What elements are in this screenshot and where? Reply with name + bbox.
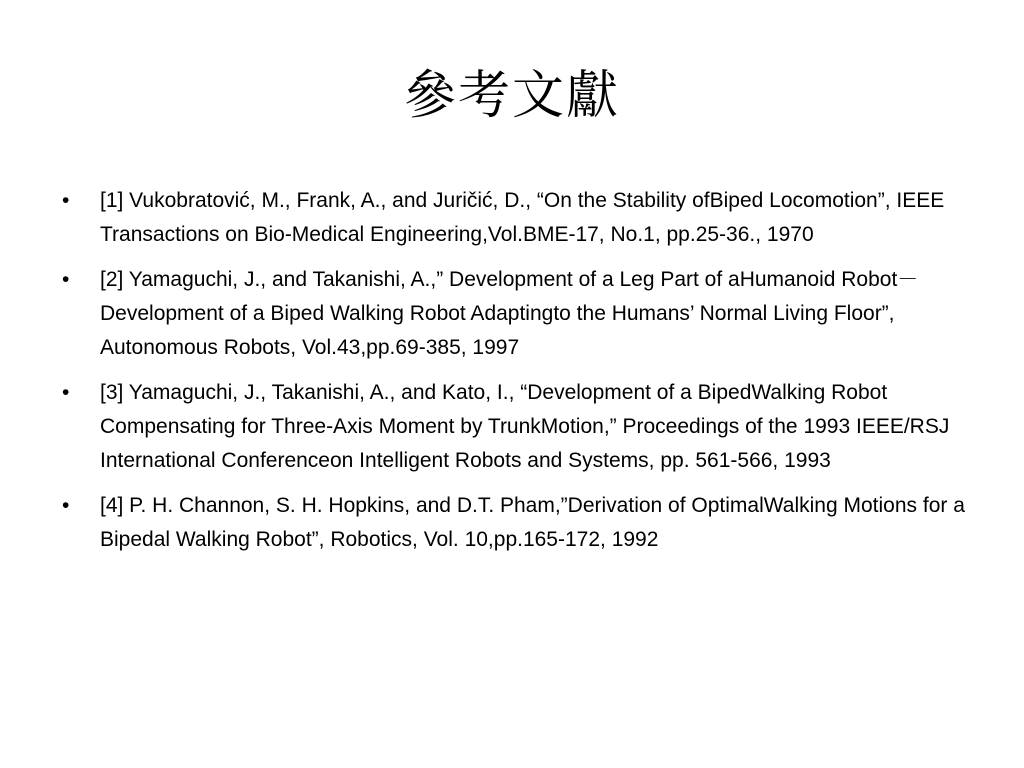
bullet-icon: • — [62, 381, 70, 404]
bullet-icon: • — [62, 494, 70, 517]
bullet-icon: • — [62, 189, 70, 212]
reference-text: [4] P. H. Channon, S. H. Hopkins, and D.T. Pham,”Derivation of OptimalWalking Motions for a Bipedal Walking Robot”, Robotics, Vol. 10,pp.165-172, 1992 — [100, 494, 965, 551]
bullet-icon: • — [62, 268, 70, 291]
reference-item-1 — [56, 184, 976, 252]
reference-list — [56, 184, 976, 568]
reference-text: [1] Vukobratović, M., Frank, A., and Juričić, D., “On the Stability ofBiped Locomotion”, IEEE Transactions on Bio-Medical Engineering,Vol.BME-17, No.1, pp.25-36., 1970 — [100, 189, 945, 246]
reference-text: [2] Yamaguchi, J., and Takanishi, A.,” Development of a Leg Part of aHumanoid Robot－Development of a Biped Walking Robot Adaptingto the Humans’ Normal Living Floor”, Autonomous Robots, Vol.43,pp.69-385, 1997 — [100, 268, 919, 359]
slide-title: 參考文獻 — [403, 66, 620, 126]
reference-text: [3] Yamaguchi, J., Takanishi, A., and Kato, I., “Development of a BipedWalking Robot Compensating for Three-Axis Moment by TrunkMotion,” Proceedings of the 1993 IEEE/RSJ International Conferenceon Intelligent Robots and Systems, pp. 561-566, 1993 — [100, 381, 950, 472]
reference-item-2 — [56, 263, 976, 365]
reference-item-4 — [56, 489, 976, 557]
reference-item-3 — [56, 376, 976, 478]
